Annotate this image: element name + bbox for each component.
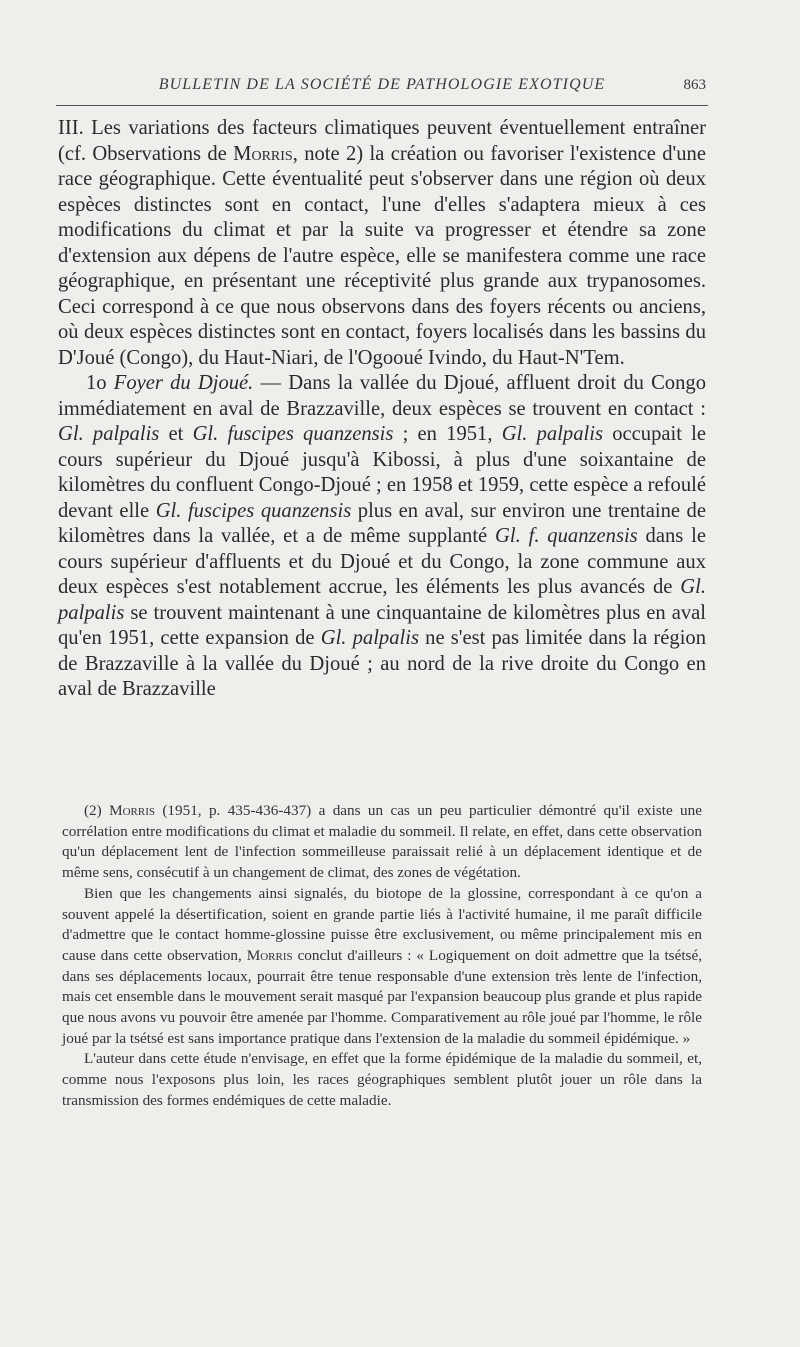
page-header — [58, 74, 706, 98]
species-name: Gl. palpalis — [320, 627, 419, 649]
paragraph-climate-variations: III. Les variations des facteurs climatiques peuvent éventuellement entraîner (cf. Observations de Morris, note 2) la création ou favoriser l'existence d'une race géographique. Cette éventualité peut s'observer dans une région où deux espèces distinctes sont en contact, l'une d'elles s'adaptera mieux à ces modifications du climat et par la suite va progresser et étendre sa zone d'extension aux dépens de l'autre espèce, elle se manifestera comme une race géographique, en présentant une réceptivité plus grande aux trypanosomes. Ceci correspond à ce que nous observons dans des foyers récents ou anciens, où deux espèces distinctes sont en contact, foyers localisés dans les bassins du D'Joué (Congo), du Haut-Niari, de l'Ogooué Ivindo, du Haut-N'Tem. — [58, 117, 706, 369]
section-number: 1o — [86, 372, 107, 394]
footnote-paragraph: (2) Morris (1951, p. 435-436-437) a dans un cas un peu particulier démontré qu'il existe une corrélation entre modifications du climat et maladie du sommeil. Il relate, en effet, dans cette observation qu'un déplacement lent de l'infection sommeilleuse paraissait relié à un déplacement identique et de même sens, consécutif à un changement de climat, des zones de végétation. — [62, 802, 702, 882]
species-name: Gl. palpalis — [58, 576, 706, 624]
footnote — [62, 801, 702, 1112]
species-name: Gl. palpalis — [58, 423, 160, 445]
section-heading: Foyer du Djoué. — [113, 372, 254, 394]
page-number: 863 — [683, 77, 706, 93]
header-rule — [56, 105, 708, 106]
footnote-paragraph: L'auteur dans cette étude n'envisage, en effet que la forme épidémique de la maladie du sommeil, et, comme nous l'exposons plus loin, les races géographiques semblent plutôt jouer un rôle dans la transmission des formes endémiques de cette maladie. — [62, 1050, 702, 1109]
species-name: Gl. palpalis — [501, 423, 603, 445]
main-text — [58, 116, 706, 703]
footnote-paragraph: Bien que les changements ainsi signalés, du biotope de la glossine, correspondant à ce qu'on a souvent appelé la désertification, soient en grande partie liés à l'activité humaine, il me paraît difficile d'admettre que le contact homme-glossine puisse être exclusivement, ou même principalement mis en cause dans cette observation, Morris conclut d'ailleurs : « Logiquement on doit admettre que la tsétsé, dans ses déplacements locaux, pourrait être tenue responsable d'une extension très lente de l'infection, mais cet ensemble dans le mouvement serait masqué par l'expansion beaucoup plus grande et plus rapide que nous avons vu pouvoir être amenée par l'homme. Comparativement au rôle joué par l'homme, le rôle joué par la tsétsé est sans importance pratique dans l'extension de la maladie du sommeil épidémique. » — [62, 884, 702, 1047]
running-title: BULLETIN DE LA SOCIÉTÉ DE PATHOLOGIE EXOTIQUE — [158, 76, 606, 93]
author-name: Morris — [233, 142, 293, 165]
species-name: Gl. fuscipes quanzensis — [155, 499, 352, 522]
species-name: Gl. f. quanzensis — [495, 525, 638, 547]
paragraph-djoue-focus: 1o Foyer du Djoué. — Dans la vallée du Djoué, affluent droit du Congo immédiatement en aval de Brazzaville, deux espèces se trouvent en contact : Gl. palpalis et Gl. fuscipes quanzensis ; en 1951, Gl. palpalis occupait le cours supérieur du Djoué jusqu'à Kibossi, à plus d'une soixantaine de kilomètres du confluent Congo-Djoué ; en 1958 et 1959, cette espèce a refoulé devant elle Gl. fuscipes quanzensis plus en aval, sur environ une trentaine de kilomètres dans la vallée, et a de même supplanté Gl. f. quanzensis dans le cours supérieur d'affluents et du Djoué et du Congo, la zone commune aux deux espèces s'est notablement accrue, les éléments les plus avancés de Gl. palpalis se trouvent maintenant à une cinquantaine de kilomètres plus en aval qu'en 1951, cette expansion de Gl. palpalis ne s'est pas limitée dans la région de Brazzaville à la vallée du Djoué ; au nord de la rive droite du Congo en aval de Brazzaville — [58, 372, 707, 700]
author-name: Morris — [246, 946, 293, 964]
species-name: Gl. fuscipes quanzensis — [192, 423, 394, 445]
author-name: Morris — [109, 802, 155, 819]
footnote-label: (2) — [84, 802, 110, 819]
